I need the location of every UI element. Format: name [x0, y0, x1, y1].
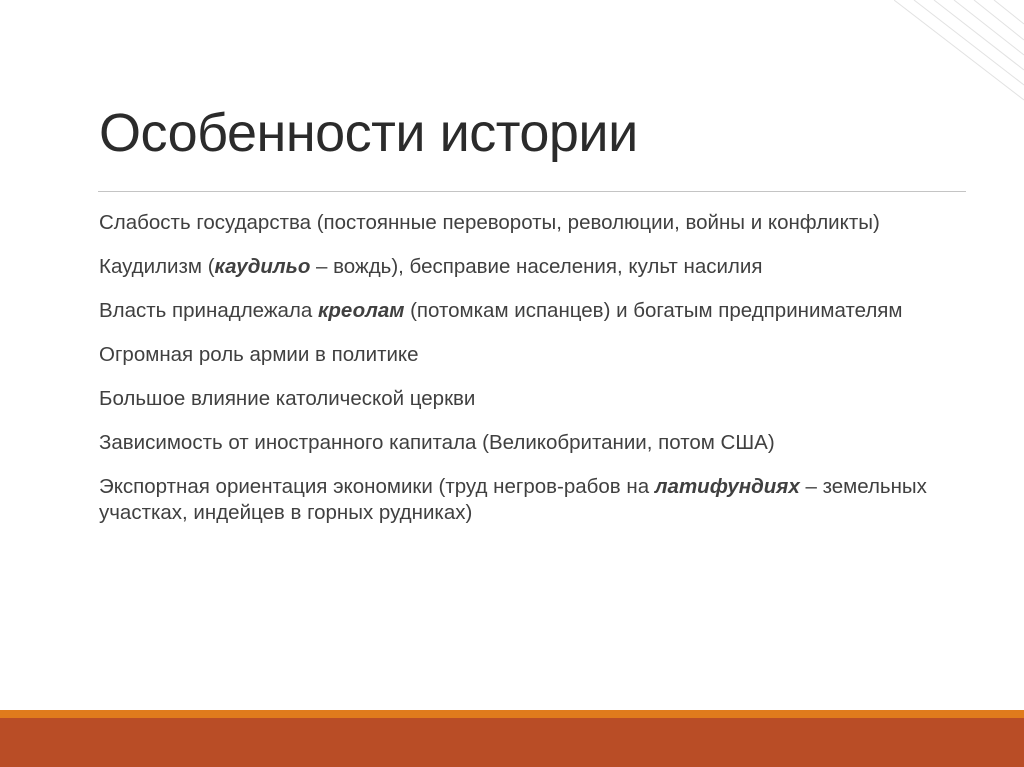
- bottom-bar: [0, 718, 1024, 767]
- bullet-item: [99, 298, 939, 324]
- bullet-item: [99, 386, 939, 412]
- bullet-term: каудильо: [214, 255, 311, 278]
- bullet-term: креолам: [318, 299, 405, 322]
- bottom-accent-stripe: [0, 710, 1024, 718]
- bullet-item: [99, 474, 939, 526]
- bullet-text: Власть принадлежала: [99, 299, 318, 322]
- bullet-text: Зависимость от иностранного капитала (Великобритании, потом США): [99, 431, 775, 454]
- bullet-text: – земельных участках, индейцев в горных рудниках): [99, 475, 927, 524]
- bullet-list: [99, 210, 939, 544]
- bullet-item: [99, 210, 939, 236]
- corner-decoration: [894, 0, 1024, 110]
- bullet-text: Огромная роль армии в политике: [99, 343, 419, 366]
- bullet-text: Экспортная ориентация экономики (труд негров-рабов на: [99, 475, 655, 498]
- bullet-item: [99, 254, 939, 280]
- bullet-item: [99, 342, 939, 368]
- bullet-item: [99, 430, 939, 456]
- bullet-text: – вождь), бесправие населения, культ насилия: [310, 255, 763, 278]
- bullet-term: латифундиях: [654, 475, 800, 498]
- bullet-text: Слабость государства (постоянные перевороты, революции, войны и конфликты): [99, 211, 880, 234]
- slide-title: Особенности истории: [99, 103, 638, 163]
- bullet-text: (потомкам испанцев) и богатым предпринимателям: [404, 299, 903, 322]
- bullet-text: Каудилизм (: [99, 255, 215, 278]
- bullet-text: Большое влияние католической церкви: [99, 387, 476, 410]
- title-divider: [98, 191, 966, 192]
